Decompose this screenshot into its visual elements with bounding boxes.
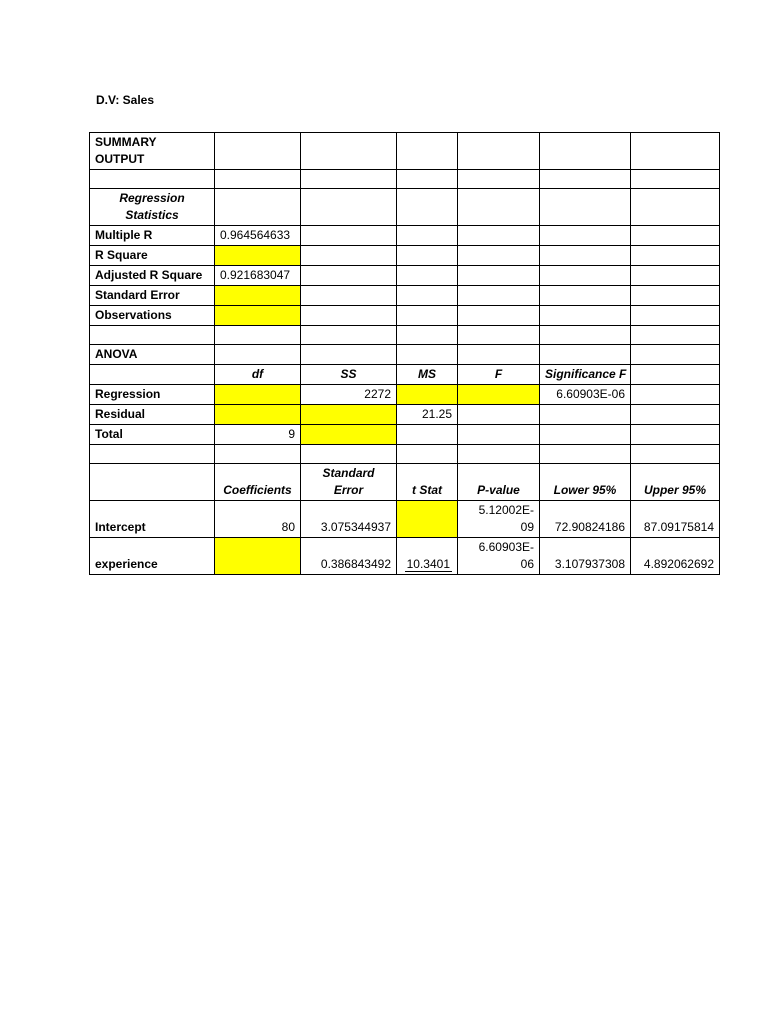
p-value: 6.60903E- 06: [458, 538, 540, 575]
coefficient-row-label: experience: [90, 538, 215, 575]
anova-header-f: F: [458, 365, 540, 385]
stat-row-observations: [90, 306, 720, 326]
anova-ss-blank-highlighted: [301, 405, 397, 425]
anova-header-significance-f: Significance F: [540, 365, 631, 385]
anova-row-label: Residual: [90, 405, 215, 425]
anova-title: ANOVA: [90, 345, 215, 365]
empty-cell: [301, 133, 397, 170]
anova-header-df: df: [215, 365, 301, 385]
blank-row: [90, 445, 720, 464]
stat-value-blank-highlighted: [215, 246, 301, 266]
coefficient-value: 80: [215, 501, 301, 538]
anova-row-regression: [90, 385, 720, 405]
anova-significance-f: [540, 405, 631, 425]
anova-title-row: [90, 345, 720, 365]
anova-significance-f: 6.60903E-06: [540, 385, 631, 405]
coefficient-row-label: Intercept: [90, 501, 215, 538]
header-upper-95: Upper 95%: [631, 464, 720, 501]
stat-value-blank-highlighted: [215, 286, 301, 306]
regression-statistics-header-row: [90, 189, 720, 226]
regression-statistics-header: Regression Statistics: [90, 189, 215, 226]
lower-95-value: 3.107937308: [540, 538, 631, 575]
anova-df-blank-highlighted: [215, 405, 301, 425]
anova-ss: 2272: [301, 385, 397, 405]
standard-error-value: 0.386843492: [301, 538, 397, 575]
upper-95-value: 4.892062692: [631, 538, 720, 575]
stat-value-blank-highlighted: [215, 306, 301, 326]
stat-value: 0.964564633: [215, 226, 301, 246]
t-stat-value: 10.3401: [397, 538, 458, 575]
header-coefficients: Coefficients: [215, 464, 301, 501]
anova-ms: [397, 425, 458, 445]
stat-row-multiple-r: [90, 226, 720, 246]
header-p-value: P-value: [458, 464, 540, 501]
anova-row-total: [90, 425, 720, 445]
header-standard-error: Standard Error: [301, 464, 397, 501]
anova-header-row: [90, 365, 720, 385]
summary-output-title: SUMMARY OUTPUT: [90, 133, 215, 170]
blank-row: [90, 326, 720, 345]
anova-df-blank-highlighted: [215, 385, 301, 405]
empty-cell: [458, 133, 540, 170]
anova-header-ms: MS: [397, 365, 458, 385]
anova-df: 9: [215, 425, 301, 445]
stat-label: R Square: [90, 246, 215, 266]
anova-ms-blank-highlighted: [397, 385, 458, 405]
dependent-variable-title: D.V: Sales: [96, 93, 155, 107]
anova-ms: 21.25: [397, 405, 458, 425]
empty-cell: [631, 133, 720, 170]
standard-error-value: 3.075344937: [301, 501, 397, 538]
stat-label: Multiple R: [90, 226, 215, 246]
upper-95-value: 87.09175814: [631, 501, 720, 538]
stat-row-adjusted-r-square: [90, 266, 720, 286]
empty-cell: [397, 133, 458, 170]
stat-value: 0.921683047: [215, 266, 301, 286]
anova-row-residual: [90, 405, 720, 425]
anova-header-ss: SS: [301, 365, 397, 385]
summary-output-row: [90, 133, 720, 170]
stat-label: Adjusted R Square: [90, 266, 215, 286]
header-lower-95: Lower 95%: [540, 464, 631, 501]
t-stat-blank-highlighted: [397, 501, 458, 538]
anova-f: [458, 405, 540, 425]
anova-f-blank-highlighted: [458, 385, 540, 405]
empty-cell: [215, 133, 301, 170]
stat-label: Standard Error: [90, 286, 215, 306]
blank-row: [90, 170, 720, 189]
coefficients-header-row: [90, 464, 720, 501]
empty-cell: [540, 133, 631, 170]
anova-row-label: Total: [90, 425, 215, 445]
anova-significance-f: [540, 425, 631, 445]
p-value: 5.12002E- 09: [458, 501, 540, 538]
anova-ss-blank-highlighted: [301, 425, 397, 445]
coefficient-row-experience: [90, 538, 720, 575]
coefficient-row-intercept: [90, 501, 720, 538]
coefficient-value-blank-highlighted: [215, 538, 301, 575]
stat-label: Observations: [90, 306, 215, 326]
stat-row-standard-error: [90, 286, 720, 306]
stat-row-r-square: [90, 246, 720, 266]
header-t-stat: t Stat: [397, 464, 458, 501]
lower-95-value: 72.90824186: [540, 501, 631, 538]
anova-row-label: Regression: [90, 385, 215, 405]
anova-f: [458, 425, 540, 445]
regression-summary-table: [89, 132, 720, 575]
